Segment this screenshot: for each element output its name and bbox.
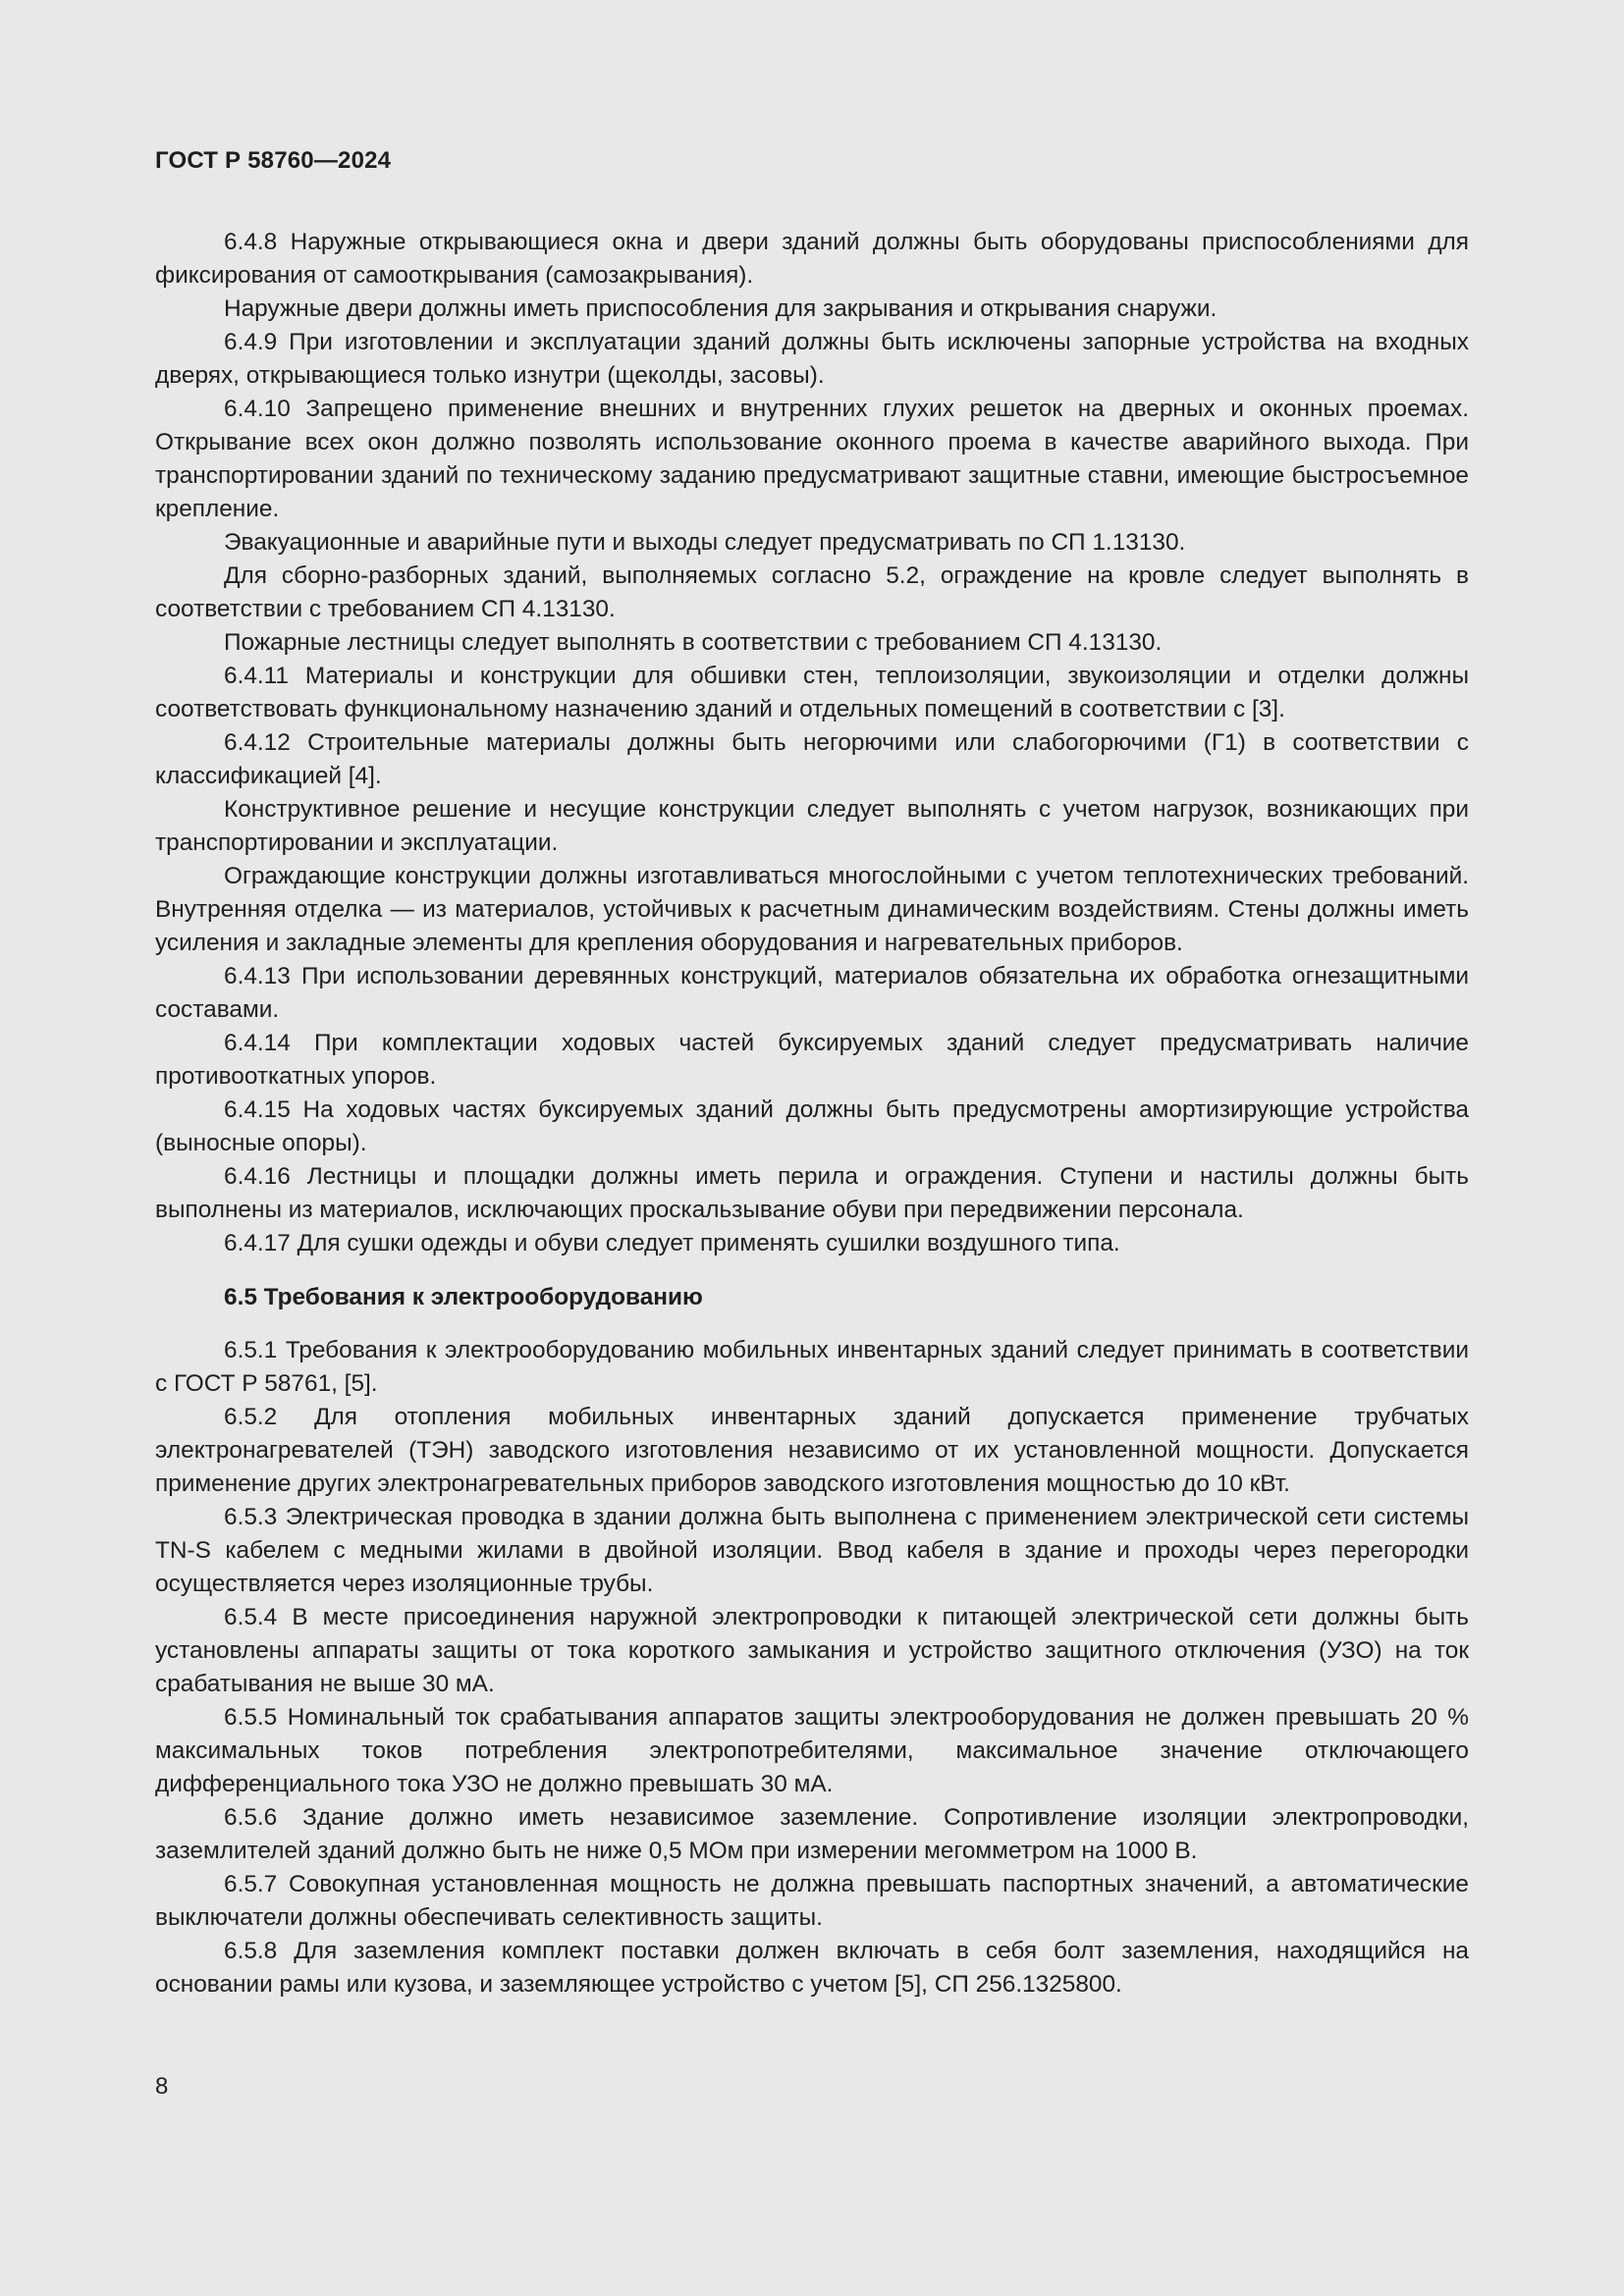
paragraph-outer-doors: Наружные двери должны иметь приспособления для закрывания и открывания снаружи. xyxy=(224,295,1218,322)
paragraph-6-4-16: 6.4.16 Лестницы и площадки должны иметь перила и ограждения. Ступени и настилы должны быть выполнены из материалов, исключающих проскальзывание обуви при передвижении персонала. xyxy=(155,1163,1469,1223)
paragraph-6-4-13: 6.4.13 При использовании деревянных конструкций, материалов обязательна их обработка огнезащитными составами. xyxy=(155,963,1469,1023)
section-heading-6-5: 6.5 Требования к электрооборудованию xyxy=(224,1284,703,1310)
paragraph-6-4-15: 6.4.15 На ходовых частях буксируемых зданий должны быть предусмотрены амортизирующие устройства (выносные опоры). xyxy=(155,1096,1469,1156)
paragraph-6-5-8: 6.5.8 Для заземления комплект поставки должен включать в себя болт заземления, находящийся на основании рамы или кузова, и заземляющее устройство с учетом [5], СП 256.1325800. xyxy=(155,1938,1469,1998)
paragraph-6-4-8: 6.4.8 Наружные открывающиеся окна и двери зданий должны быть оборудованы приспособлениями для фиксирования от самооткрывания (самозакрывания). xyxy=(155,229,1469,289)
document-body xyxy=(155,226,1469,2002)
paragraph-6-4-10: 6.4.10 Запрещено применение внешних и внутренних глухих решеток на дверных и оконных проемах. Открывание всех окон должно позволять использование оконного проема в качестве аварийного выхода. При транспортировании зданий по техническому заданию предусматривают защитные ставни, имеющие быстросъемное крепление. xyxy=(155,396,1469,522)
paragraph-6-4-11: 6.4.11 Материалы и конструкции для обшивки стен, теплоизоляции, звукоизоляции и отделки должны соответствовать функциональному назначению зданий и отдельных помещений в соответствии с [3]. xyxy=(155,663,1469,722)
paragraph-6-5-5: 6.5.5 Номинальный ток срабатывания аппаратов защиты электрооборудования не должен превышать 20 % максимальных токов потребления электропотребителями, максимальное значение отключающего дифференциального тока УЗО не должно превышать 30 мА. xyxy=(155,1704,1469,1797)
paragraph-evacuation: Эвакуационные и аварийные пути и выходы следует предусматривать по СП 1.13130. xyxy=(224,529,1186,556)
paragraph-6-5-4: 6.5.4 В месте присоединения наружной электропроводки к питающей электрической сети должны быть установлены аппараты защиты от тока короткого замыкания и устройство защитного отключения (УЗО) на ток срабатывания не выше 30 мА. xyxy=(155,1604,1469,1697)
paragraph-6-4-14: 6.4.14 При комплектации ходовых частей буксируемых зданий следует предусматривать наличие противооткатных упоров. xyxy=(155,1030,1469,1090)
paragraph-6-4-17: 6.4.17 Для сушки одежды и обуви следует применять сушилки воздушного типа. xyxy=(224,1230,1120,1256)
paragraph-fire-stairs: Пожарные лестницы следует выполнять в соответствии с требованием СП 4.13130. xyxy=(224,629,1163,656)
paragraph-6-5-1: 6.5.1 Требования к электрооборудованию мобильных инвентарных зданий следует принимать в соответствии с ГОСТ Р 58761, [5]. xyxy=(155,1337,1469,1397)
paragraph-6-5-6: 6.5.6 Здание должно иметь независимое заземление. Сопротивление изоляции электропроводки, заземлителей зданий должно быть не ниже 0,5 МОм при измерении мегомметром на 1000 В. xyxy=(155,1804,1469,1864)
page-number: 8 xyxy=(155,2073,169,2100)
paragraph-6-4-12: 6.4.12 Строительные материалы должны быть негорючими или слабогорючими (Г1) в соответствии с классификацией [4]. xyxy=(155,729,1469,789)
paragraph-enclosing-structures: Ограждающие конструкции должны изготавливаться многослойными с учетом теплотехнических требований. Внутренняя отделка — из материалов, устойчивых к расчетным динамическим воздействиям. Стены должны иметь усиления и закладные элементы для крепления оборудования и нагревательных приборов. xyxy=(155,863,1469,956)
paragraph-structural-solution: Конструктивное решение и несущие конструкции следует выполнять с учетом нагрузок, возникающих при транспортировании и эксплуатации. xyxy=(155,796,1469,856)
paragraph-6-5-7: 6.5.7 Совокупная установленная мощность не должна превышать паспортных значений, а автоматические выключатели должны обеспечивать селективность защиты. xyxy=(155,1871,1469,1931)
paragraph-6-5-2: 6.5.2 Для отопления мобильных инвентарных зданий допускается применение трубчатых электронагревателей (ТЭН) заводского изготовления независимо от их установленной мощности. Допускается применение других электронагревательных приборов заводского изготовления мощностью до 10 кВт. xyxy=(155,1404,1469,1497)
paragraph-6-4-9: 6.4.9 При изготовлении и эксплуатации зданий должны быть исключены запорные устройства на входных дверях, открывающиеся только изнутри (щеколды, засовы). xyxy=(155,329,1469,389)
paragraph-roof-fencing: Для сборно-разборных зданий, выполняемых согласно 5.2, ограждение на кровле следует выполнять в соответствии с требованием СП 4.13130. xyxy=(155,562,1469,622)
paragraph-6-5-3: 6.5.3 Электрическая проводка в здании должна быть выполнена с применением электрической сети системы TN-S кабелем с медными жилами в двойной изоляции. Ввод кабеля в здание и проходы через перегородки осуществляется через изоляционные трубы. xyxy=(155,1504,1469,1597)
document-header: ГОСТ Р 58760—2024 xyxy=(155,147,392,174)
